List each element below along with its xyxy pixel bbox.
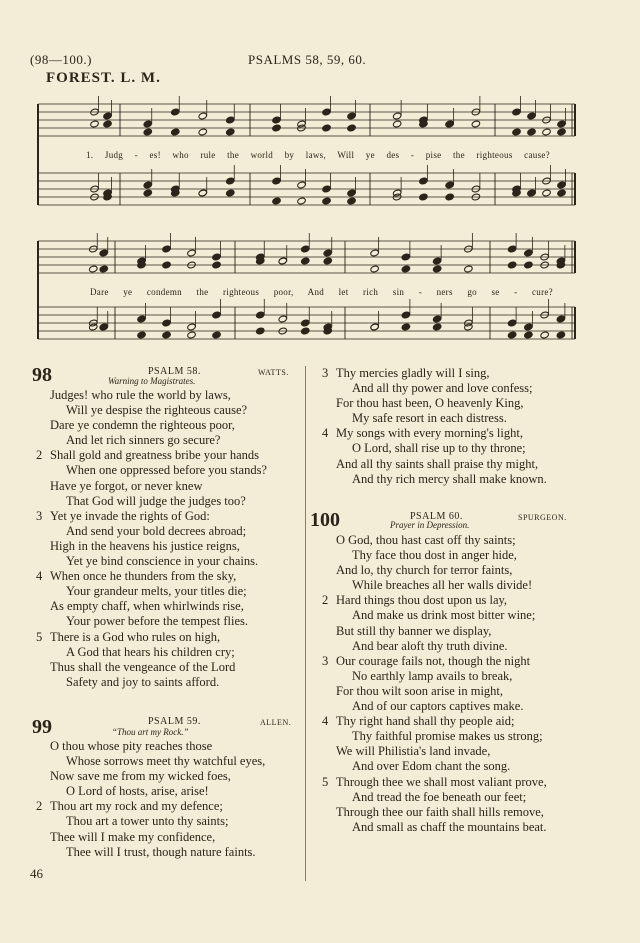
verse-line: That God will judge the judges too? xyxy=(66,493,246,508)
verse-line: And all thy saints shall praise thy might, xyxy=(336,456,539,471)
psalm-title-60: PSALM 60. xyxy=(410,511,463,522)
column-divider xyxy=(305,366,306,881)
hymn-99-text-left xyxy=(36,739,265,860)
verse-line: Judges! who rule the world by laws, xyxy=(50,388,231,402)
verse-line: And of our captors captives make. xyxy=(352,699,524,714)
verse-line: Have ye forgot, or never knew xyxy=(50,478,203,493)
psalm-title-59: PSALM 59. xyxy=(148,716,201,727)
verse-line: Now save me from my wicked foes, xyxy=(50,769,231,784)
verse-line: 5 Through thee we shall most valiant prove, xyxy=(322,774,547,789)
verse-line: When one oppressed before you stands? xyxy=(66,463,267,478)
lyric-line-2: Dare ye condemn the righteous poor, And let rich sin - ners go se - cure? xyxy=(90,287,553,297)
verse-line: And all thy power and love confess; xyxy=(352,381,533,396)
verse-line: And over Edom chant the song. xyxy=(352,759,511,774)
verse-line: And make us drink most bitter wine; xyxy=(352,608,536,623)
verse-line: Safety and joy to saints afford. xyxy=(66,674,220,689)
author-99: ALLEN. xyxy=(260,718,292,727)
verse-line: While breaches all her walls divide! xyxy=(352,578,533,593)
verse-line: 5 There is a God who rules on high, xyxy=(36,629,221,644)
verse-line: And lo, thy church for terror faints, xyxy=(336,563,513,578)
verse-line: 4 My songs with every morning's light, xyxy=(322,426,523,441)
subtitle-99: “Thou art my Rock.” xyxy=(112,727,189,737)
verse-line: Thee will I make my confidence, xyxy=(50,829,216,844)
subtitle-100: Prayer in Depression. xyxy=(390,520,470,530)
verse-line: High in the heavens his justice reigns, xyxy=(50,538,240,553)
verse-line: For thou hast been, O heavenly King, xyxy=(336,396,524,411)
verse-line: 4 Thy right hand shall thy people aid; xyxy=(322,714,515,729)
verse-line: And small as chaff the mountains beat. xyxy=(352,819,547,834)
verse-line: 3 Our courage fails not, though the night xyxy=(322,653,531,668)
verse-line: And bear aloft thy truth divine. xyxy=(352,638,508,653)
verse-line: O Lord of hosts, arise, arise! xyxy=(66,784,209,799)
hymn-98-text xyxy=(36,388,267,690)
verse-line: We will Philistia's land invade, xyxy=(336,744,491,759)
author-98: WATTS. xyxy=(258,368,289,377)
hymn-100-text xyxy=(322,533,547,835)
verse-line: O God, thou hast cast off thy saints; xyxy=(336,533,516,547)
hymn-99-text-right xyxy=(322,366,547,487)
verse-line: Thy faithful promise makes us strong; xyxy=(352,729,543,744)
author-100: SPURGEON. xyxy=(518,513,567,522)
verse-line: My safe resort in each distress. xyxy=(352,411,507,426)
verse-line: O thou whose pity reaches those xyxy=(50,739,213,753)
verse-line: 3 Thy mercies gladly will I sing, xyxy=(322,366,490,380)
verse-line: And thy rich mercy shall make known. xyxy=(352,471,547,486)
verse-line: But still thy banner we display, xyxy=(336,623,492,638)
hymn-number-99: 99 xyxy=(32,716,52,738)
page-number: 46 xyxy=(30,866,43,881)
verse-line: As empty chaff, when whirlwinds rise, xyxy=(50,599,244,614)
verse-line: Your grandeur melts, your titles die; xyxy=(66,584,247,599)
verse-line: Whose sorrows meet thy watchful eyes, xyxy=(66,754,266,769)
verse-line: No earthly lamp avails to break, xyxy=(352,668,513,683)
verse-line: Thus shall the vengeance of the Lord xyxy=(50,659,236,674)
subtitle-98: Warning to Magistrates. xyxy=(108,376,196,386)
page-header-title: PSALMS 58, 59, 60. xyxy=(248,52,367,67)
verse-line: Your power before the tempest flies. xyxy=(66,614,249,629)
verse-line: 2 Shall gold and greatness bribe your hands xyxy=(36,448,259,463)
verse-line: 2 Thou art my rock and my defence; xyxy=(36,799,223,814)
verse-line: Through thee our faith shall hills remove, xyxy=(336,804,544,819)
hymn-number-98: 98 xyxy=(32,364,52,386)
tune-name: FOREST. L. M. xyxy=(46,70,161,86)
verse-line: Will ye despise the righteous cause? xyxy=(66,403,248,418)
verse-line: 4 When once he thunders from the sky, xyxy=(36,569,237,584)
hymn-number-100: 100 xyxy=(310,509,340,531)
verse-line: 2 Hard things thou dost upon us lay, xyxy=(322,593,508,608)
page-range: (98—100.) xyxy=(30,52,92,67)
psalm-title-58: PSALM 58. xyxy=(148,366,201,377)
lyric-line-1: 1. Judg - es! who rule the world by laws, Will ye des - pise the righteous cause? xyxy=(86,150,550,160)
verse-line: Thou art a tower unto thy saints; xyxy=(66,814,229,829)
verse-line: And send your bold decrees abroad; xyxy=(66,523,247,538)
verse-line: And let rich sinners go secure? xyxy=(66,433,221,448)
verse-line: And tread the foe beneath our feet; xyxy=(352,789,527,804)
verse-line: Thee will I trust, though nature faints. xyxy=(66,844,256,859)
verse-line: 3 Yet ye invade the rights of God: xyxy=(36,508,210,523)
verse-line: Dare ye condemn the righteous poor, xyxy=(50,418,235,433)
verse-line: Yet ye bind conscience in your chains. xyxy=(66,554,259,569)
verse-line: Thy face thou dost in anger hide, xyxy=(352,548,517,563)
verse-line: For thou wilt soon arise in might, xyxy=(336,683,504,698)
verse-line: A God that hears his children cry; xyxy=(66,644,235,659)
verse-line: O Lord, shall rise up to thy throne; xyxy=(352,441,526,456)
